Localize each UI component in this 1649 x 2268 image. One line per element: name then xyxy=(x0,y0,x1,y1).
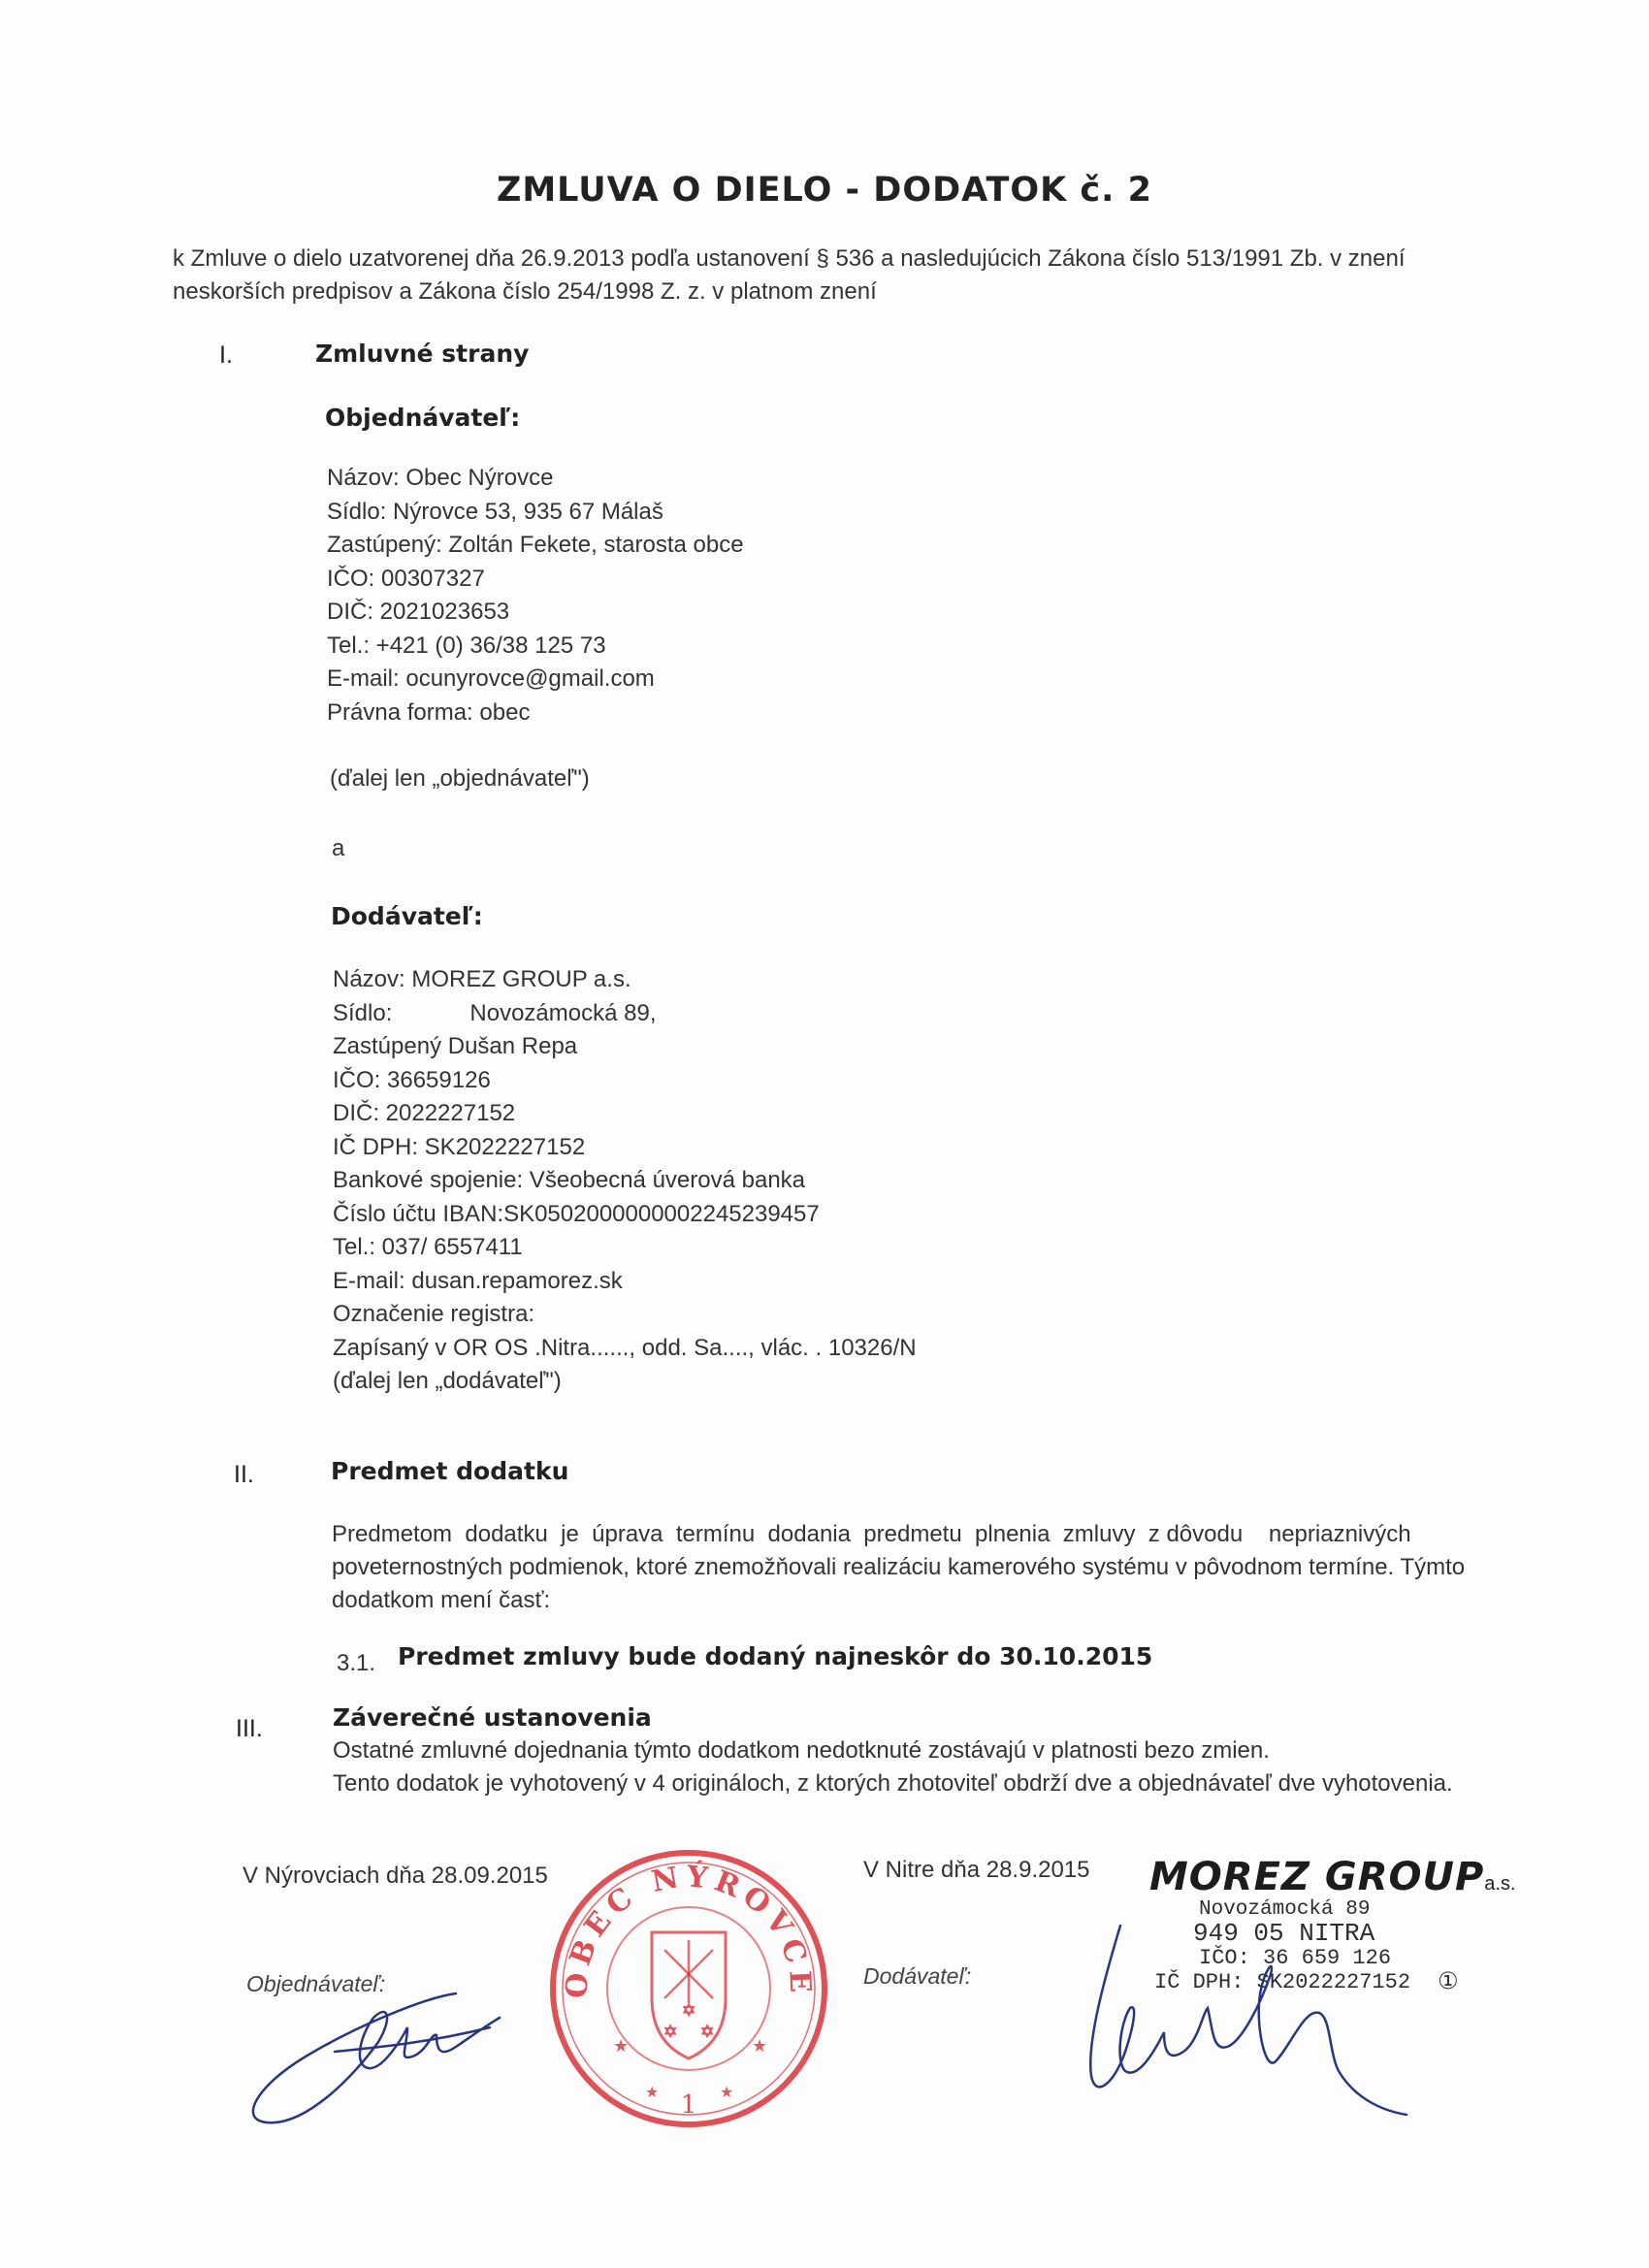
customer-ico: IČO: 00307327 xyxy=(327,565,485,592)
section-2-paragraph xyxy=(332,1518,1466,1617)
svg-text:✡: ✡ xyxy=(663,2023,678,2041)
svg-text:★: ★ xyxy=(720,2085,734,2101)
conjunction: a xyxy=(332,835,345,861)
preamble-line: k Zmluve o dielo uzatvorenej dňa 26.9.2013 podľa ustanovení § 536 a nasledujúcich Zákona číslo 513/1991 Zb. v znení xyxy=(173,245,1406,272)
paragraph-line: poveternostných podmienok, ktoré znemožňovali realizáciu kamerového systému v pôvodnom termíne. Týmto xyxy=(332,1554,1466,1580)
customer-dic: DIČ: 2021023653 xyxy=(327,599,510,625)
customer-name: Názov: Obec Nýrovce xyxy=(327,465,554,491)
company-suffix: a.s. xyxy=(1484,1873,1516,1895)
stamp-street: Novozámocká 89 xyxy=(1199,1898,1371,1921)
section-3-text xyxy=(333,1734,1453,1800)
svg-text:★: ★ xyxy=(645,2085,660,2101)
stamp-vat: IČ DPH: SK2022227152 xyxy=(1154,1970,1411,1994)
supplier-register-label: Označenie registra: xyxy=(333,1301,535,1327)
company-stamp xyxy=(1149,1855,1516,1899)
customer-details xyxy=(327,462,744,729)
stamp-mark: ① xyxy=(1438,1968,1459,1994)
section-1-number: I. xyxy=(219,341,233,369)
customer-email: E-mail: ocunyrovce@gmail.com xyxy=(327,665,655,692)
preamble xyxy=(173,243,1406,308)
supplier-heading: Dodávateľ: xyxy=(331,902,483,930)
closing-line: Ostatné zmluvné dojednania týmto dodatkom nedotknuté zostávajú v platnosti bezo zmien. xyxy=(333,1737,1270,1764)
customer-phone: Tel.: +421 (0) 36/38 125 73 xyxy=(327,632,606,659)
supplier-signature-icon xyxy=(1067,1916,1416,2139)
supplier-register: Zapísaný v OR OS .Nitra......, odd. Sa...., vlác. . 10326/N xyxy=(333,1334,917,1361)
customer-legal-form: Právna forma: obec xyxy=(327,698,531,726)
customer-address: Sídlo: Nýrovce 53, 935 67 Málaš xyxy=(327,498,663,525)
stamp-ico: IČO: 36 659 126 xyxy=(1199,1946,1392,1970)
clause-text: Predmet zmluvy bude dodaný najneskôr do 30.10.2015 xyxy=(398,1642,1153,1670)
municipal-seal-icon xyxy=(543,1843,834,2134)
svg-text:★: ★ xyxy=(752,2036,768,2056)
supplier-vat: IČ DPH: SK2022227152 xyxy=(333,1133,586,1160)
section-3-heading: Záverečné ustanovenia xyxy=(333,1703,652,1732)
supplier-email: E-mail: dusan.repamorez.sk xyxy=(333,1267,623,1294)
customer-signature-label: Objednávateľ: xyxy=(246,1971,386,1996)
section-2-heading: Predmet dodatku xyxy=(331,1457,569,1485)
closing-line: Tento dodatok je vyhotovený v 4 origináloch, z ktorých zhotoviteľ obdrží dve a objednávateľ dve vyhotovenia. xyxy=(333,1770,1453,1797)
svg-text:✡: ✡ xyxy=(700,2023,715,2041)
paragraph-line: dodatkom mení časť: xyxy=(332,1587,551,1613)
paragraph-line: Predmetom dodatku je úprava termínu dodania predmetu plnenia zmluvy z dôvodu nepriaznivých xyxy=(332,1521,1411,1547)
supplier-phone: Tel.: 037/ 6557411 xyxy=(333,1234,523,1260)
supplier-bank: Bankové spojenie: Všeobecná úverová banka xyxy=(333,1167,806,1193)
supplier-address: Sídlo: Novozámocká 89, xyxy=(333,999,657,1026)
svg-text:✡: ✡ xyxy=(682,2001,696,2020)
customer-heading: Objednávateľ: xyxy=(325,404,521,432)
supplier-iban: Číslo účtu IBAN:SK0502000000002245239457 xyxy=(333,1200,820,1227)
supplier-name: Názov: MOREZ GROUP a.s. xyxy=(333,966,631,992)
document-title: ZMLUVA O DIELO - DODATOK č. 2 xyxy=(496,171,1153,210)
supplier-place-date: V Nitre dňa 28.9.2015 xyxy=(863,1857,1090,1883)
customer-signature-icon xyxy=(238,1960,558,2134)
customer-alias: (ďalej len „objednávateľ") xyxy=(330,765,590,792)
section-1-heading: Zmluvné strany xyxy=(315,340,530,368)
supplier-representative: Zastúpený Dušan Repa xyxy=(333,1033,578,1059)
seal-number: 1 xyxy=(680,2090,697,2120)
supplier-details xyxy=(333,963,917,1399)
company-logo: MOREZ GROUP xyxy=(1149,1855,1485,1899)
seal-text: OBEC NÝROVCE xyxy=(560,1860,818,1999)
preamble-line: neskorších predpisov a Zákona číslo 254/1998 Z. z. v platnom znení xyxy=(173,278,877,305)
clause-number: 3.1. xyxy=(337,1650,376,1676)
svg-text:★: ★ xyxy=(613,2036,630,2056)
supplier-signature-label: Dodávateľ: xyxy=(863,1963,972,1989)
customer-place-date: V Nýrovciach dňa 28.09.2015 xyxy=(242,1863,548,1889)
supplier-dic: DIČ: 2022227152 xyxy=(333,1100,516,1126)
stamp-city: 949 05 NITRA xyxy=(1193,1919,1375,1948)
customer-representative: Zastúpený: Zoltán Fekete, starosta obce xyxy=(327,532,744,558)
supplier-ico: IČO: 36659126 xyxy=(333,1066,491,1093)
section-2-number: II. xyxy=(234,1461,254,1488)
supplier-alias: (ďalej len „dodávateľ") xyxy=(333,1368,562,1394)
section-3-number: III. xyxy=(236,1715,263,1742)
